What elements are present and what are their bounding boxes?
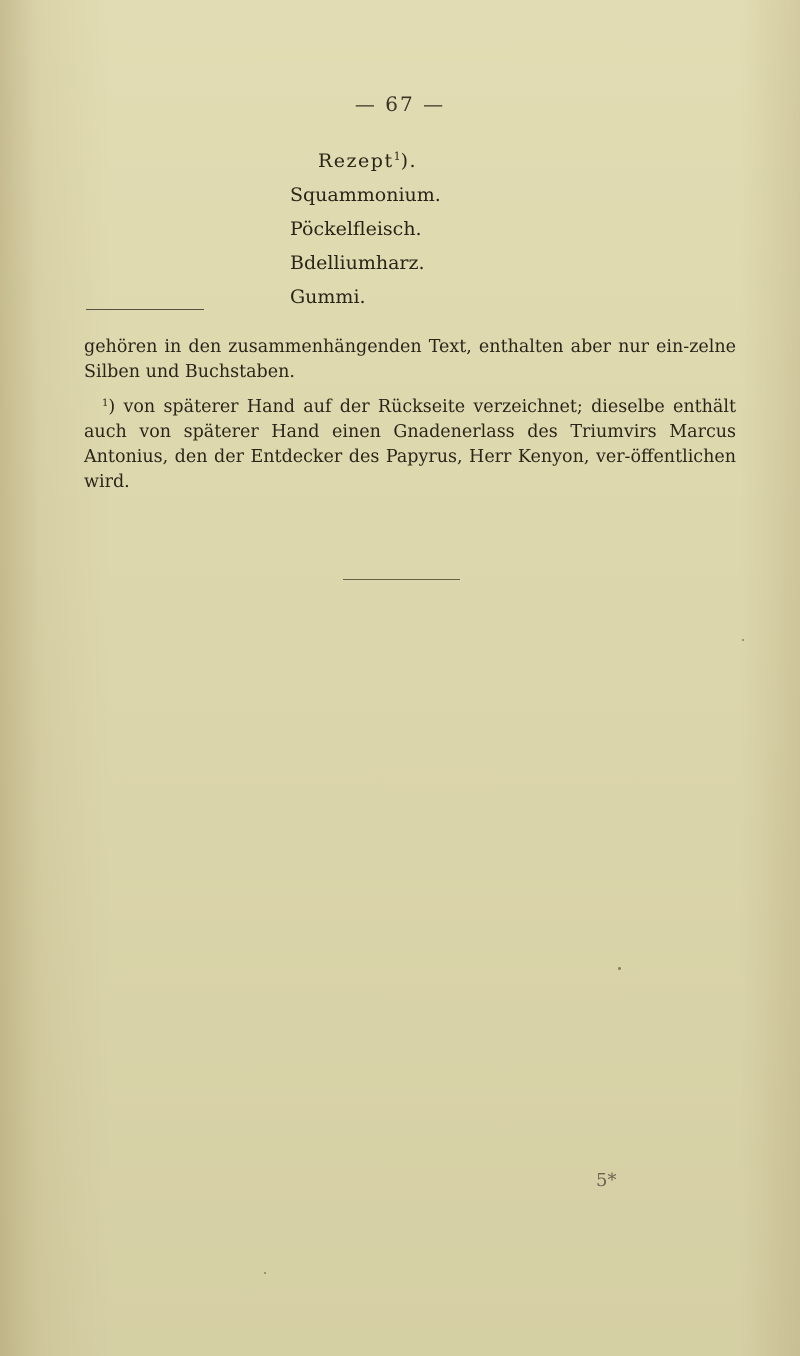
- recipe-item: Squammonium.: [290, 184, 441, 206]
- recipe-title: [290, 140, 590, 178]
- recipe-item: Bdelliumharz.: [290, 252, 425, 274]
- footnote-text: ) von späterer Hand auf der Rückseite verzeichnet; dieselbe enthält auch von späterer Hand einen Gnadenerlass des Triumvirs Marcus Antonius, den der Entdecker des Papyrus, Herr Kenyon, ver-öffentlichen wird.: [84, 397, 736, 492]
- separator-rule: [86, 309, 204, 310]
- sheet-signature: 5*: [596, 1170, 617, 1191]
- footnote-marker: 1: [102, 398, 109, 409]
- body-paragraph: gehören in den zusammenhängenden Text, enthalten aber nur ein-zelne Silben und Buchstaben.: [84, 337, 736, 382]
- footnote: [84, 391, 736, 495]
- paper-speck: [618, 967, 621, 970]
- recipe-item: Gummi.: [290, 286, 366, 308]
- recipe-block: [290, 140, 590, 314]
- recipe-item: Pöckelfleisch.: [290, 218, 422, 240]
- page-number: — 67 —: [354, 92, 446, 116]
- recipe-title-suffix: ).: [400, 150, 418, 172]
- paper-speck: [264, 1272, 266, 1274]
- recipe-title-footnote-marker: 1: [393, 150, 401, 163]
- body-text: [84, 335, 736, 495]
- paper-speck: [742, 639, 744, 641]
- section-end-rule: [343, 579, 460, 580]
- recipe-title-text: Rezept: [318, 150, 394, 172]
